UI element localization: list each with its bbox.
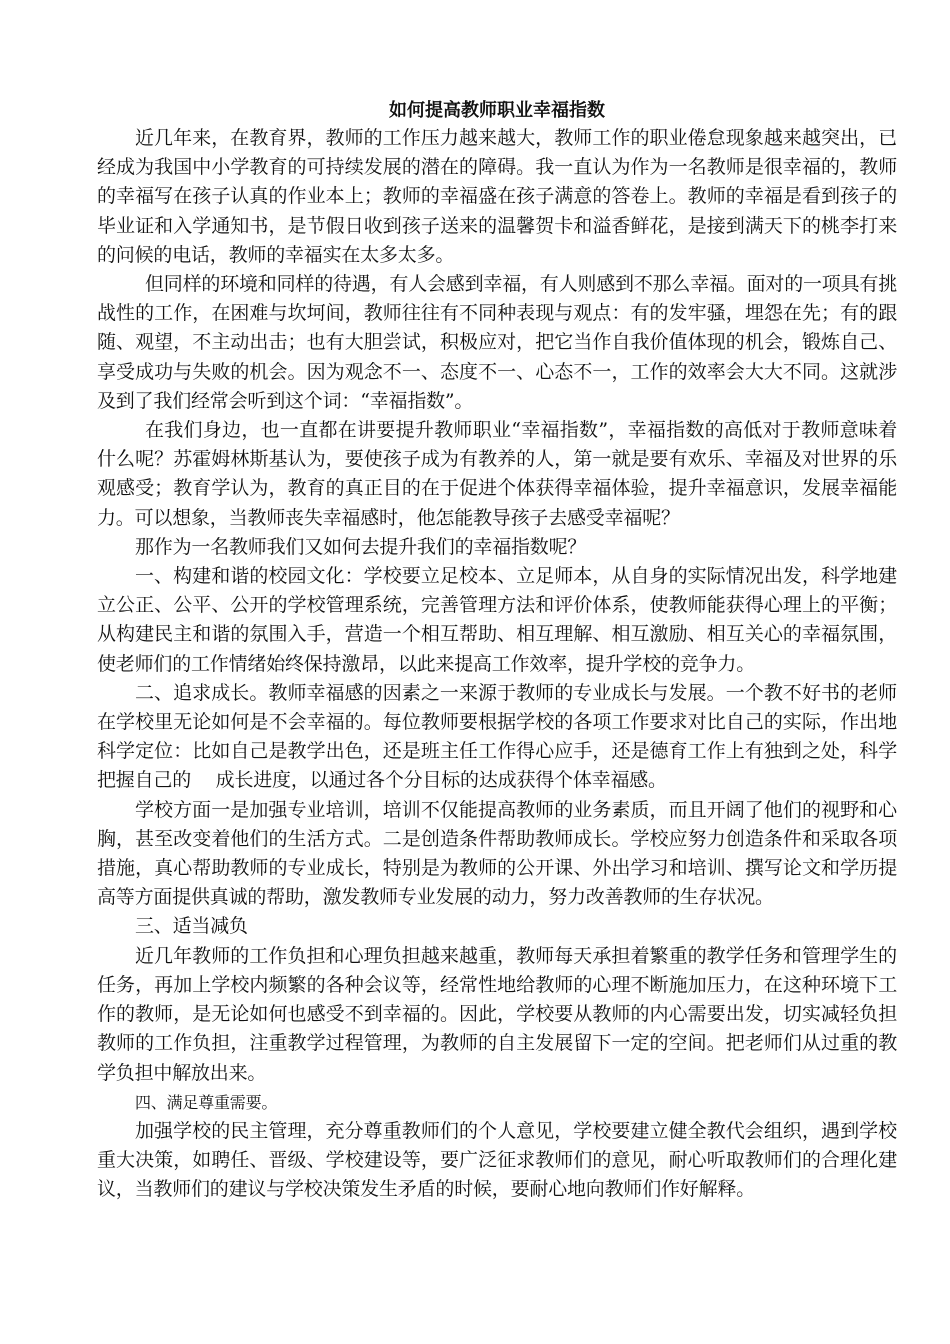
- paragraph-intro: 近几年来，在教育界，教师的工作压力越来越大，教师工作的职业倦怠现象越来越突出，已经成为我国中小学教育的可持续发展的潜在的障碍。我一直认为作为一名教师是很幸福的，教师的幸福写在孩子认真的作业本上；教师的幸福盛在孩子满意的答卷上。教师的幸福是看到孩子的毕业证和入学通知书，是节假日收到孩子送来的温馨贺卡和溢香鲜花，是接到满天下的桃李打来的问候的电话，教师的幸福实在太多太多。: [97, 127, 897, 266]
- paragraph-point-one: 一、构建和谐的校园文化：学校要立足校本、立足师本，从自身的实际情况出发，科学地建立公正、公平、公开的学校管理系统，完善管理方法和评价体系，使教师能获得心理上的平衡；从构建民主和谐的氛围入手，营造一个相互帮助、相互理解、相互激励、相互关心的幸福氛围，使老师们的工作情绪始终保持激昂，以此来提高工作效率，提升学校的竞争力。: [97, 565, 897, 675]
- paragraph-point-three: 近几年教师的工作负担和心理负担越来越重，教师每天承担着繁重的教学任务和管理学生的任务，再加上学校内频繁的各种会议等，经常性地给教师的心理不断施加压力，在这种环境下工作的教师，是无论如何也感受不到幸福的。因此，学校要从教师的内心需要出发，切实减轻负担教师的工作负担，注重教学过程管理，为教师的自主发展留下一定的空间。把老师们从过重的教学负担中解放出来。: [97, 944, 897, 1084]
- paragraph-school-support: 学校方面一是加强专业培训，培训不仅能提高教师的业务素质，而且开阔了他们的视野和心胸，甚至改变着他们的生活方式。二是创造条件帮助教师成长。学校应努力创造条件和采取各项措施，真心帮助教师的专业成长，特别是为教师的公开课、外出学习和培训、撰写论文和学历提高等方面提供真诚的帮助，激发教师专业发展的动力，努力改善教师的生存状况。: [97, 798, 897, 909]
- heading-point-three: 三、适当减负: [135, 915, 248, 938]
- document-page: [97, 98, 897, 1204]
- paragraph-attitudes: 但同样的环境和同样的待遇，有人会感到幸福，有人则感到不那么幸福。面对的一项具有挑战性的工作，在困难与坎坷间，教师往往有不同种表现与观点：有的发牢骚，埋怨在先；有的跟随、观望，不主动出击；也有大胆尝试，积极应对，把它当作自我价值体现的机会，锻炼自己、享受成功与失败的机会。因为观念不一、态度不一、心态不一，工作的效率会大大不同。这就涉及到了我们经常会听到这个词：“幸福指数”。: [97, 273, 898, 412]
- paragraph-question: 那作为一名教师我们又如何去提升我们的幸福指数呢？: [135, 535, 587, 558]
- paragraph-point-four: 加强学校的民主管理，充分尊重教师们的个人意见，学校要建立健全教代会组织，遇到学校重大决策，如聘任、晋级、学校建设等，要广泛征求教师们的意见，耐心听取教师们的合理化建议，当教师们的建议与学校决策发生矛盾的时候，要耐心地向教师们作好解释。: [97, 1119, 897, 1201]
- heading-point-four: 四、满足尊重需要。: [135, 1092, 278, 1112]
- paragraph-point-two: 二、追求成长。教师幸福感的因素之一来源于教师的专业成长与发展。一个教不好书的老师在学校里无论如何是不会幸福的。每位教师要根据学校的各项工作要求对比自己的实际，作出地科学定位：比如自己是教学出色，还是班主任工作得心应手，还是德育工作上有独到之处，科学把握自己的 成长进度，以通过各个分目标的达成获得个体幸福感。: [97, 681, 897, 792]
- document-title: 如何提高教师职业幸福指数: [389, 100, 605, 121]
- paragraph-meaning: 在我们身边，也一直都在讲要提升教师职业“幸福指数”，幸福指数的高低对于教师意味着什么呢？苏霍姆林斯基认为，要使孩子成为有教养的人，第一就是要有欢乐、幸福及对世界的乐观感受；教育学认为，教育的真正目的在于促进个体获得幸福体验，提升幸福意识，发展幸福能力。可以想象，当教师丧失幸福感时，他怎能教导孩子去感受幸福呢？: [97, 419, 897, 529]
